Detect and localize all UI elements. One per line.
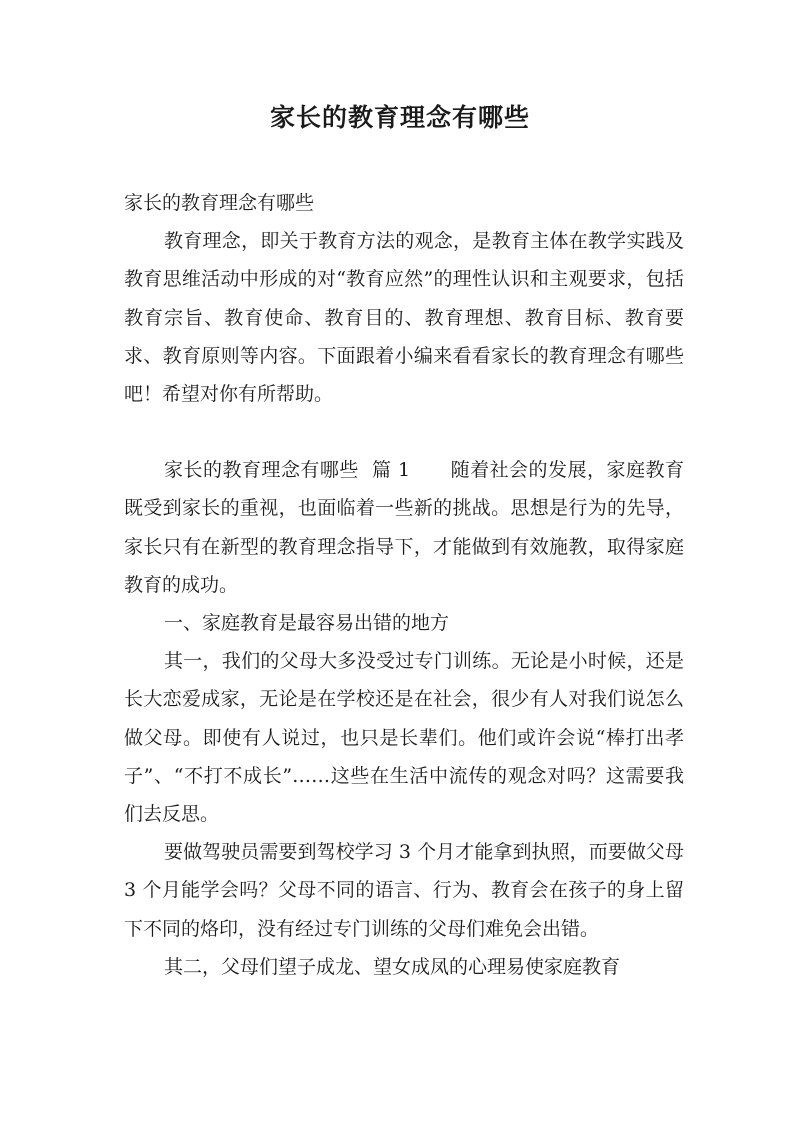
section-1-paragraph xyxy=(124,451,684,604)
section-1-heading: 家长的教育理念有哪些 篇 1 xyxy=(164,459,411,482)
point-1-paragraph-1: 其一，我们的父母大多没受过专门训练。无论是小时候，还是长大恋爱成家，无论是在学校还是在社会，很少有人对我们说怎么做父母。即使有人说过，也只是长辈们。他们或许会说“棒打出孝子”、“不打不成长”……这些在生活中流传的观念对吗？这需要我们去反思。 xyxy=(124,650,684,826)
section-1-lead: 随着社会的发展，家庭教育既受到家长的重视，也面临着一些新的挑战。思想是行为的先导，家长只有在新型的教育理念指导下，才能做到有效施教，取得家庭教育的成功。 xyxy=(124,459,684,596)
document-title: 家长的教育理念有哪些 xyxy=(269,103,530,132)
point-1-paragraph-3: 其二，父母们望子成龙、望女成凤的心理易使家庭教育 xyxy=(164,955,621,978)
intro-paragraph: 教育理念，即关于教育方法的观念，是教育主体在教学实践及教育思维活动中形成的对“教育应然”的理性认识和主观要求，包括教育宗旨、教育使命、教育目的、教育理想、教育目标、教育要求、教育原则等内容。下面跟着小编来看看家长的教育理念有哪些吧！希望对你有所帮助。 xyxy=(124,230,684,406)
document-body xyxy=(124,184,684,986)
point-1-heading: 一、家庭教育是最容易出错的地方 xyxy=(164,612,450,635)
point-1-paragraph-2: 要做驾驶员需要到驾校学习 3 个月才能拿到执照，而要做父母 3 个月能学会吗？父母不同的语言、行为、教育会在孩子的身上留下不同的烙印，没有经过专门训练的父母们难免会出错。 xyxy=(124,841,684,940)
document-subtitle: 家长的教育理念有哪些 xyxy=(124,192,315,214)
paragraph-gap xyxy=(124,413,684,451)
